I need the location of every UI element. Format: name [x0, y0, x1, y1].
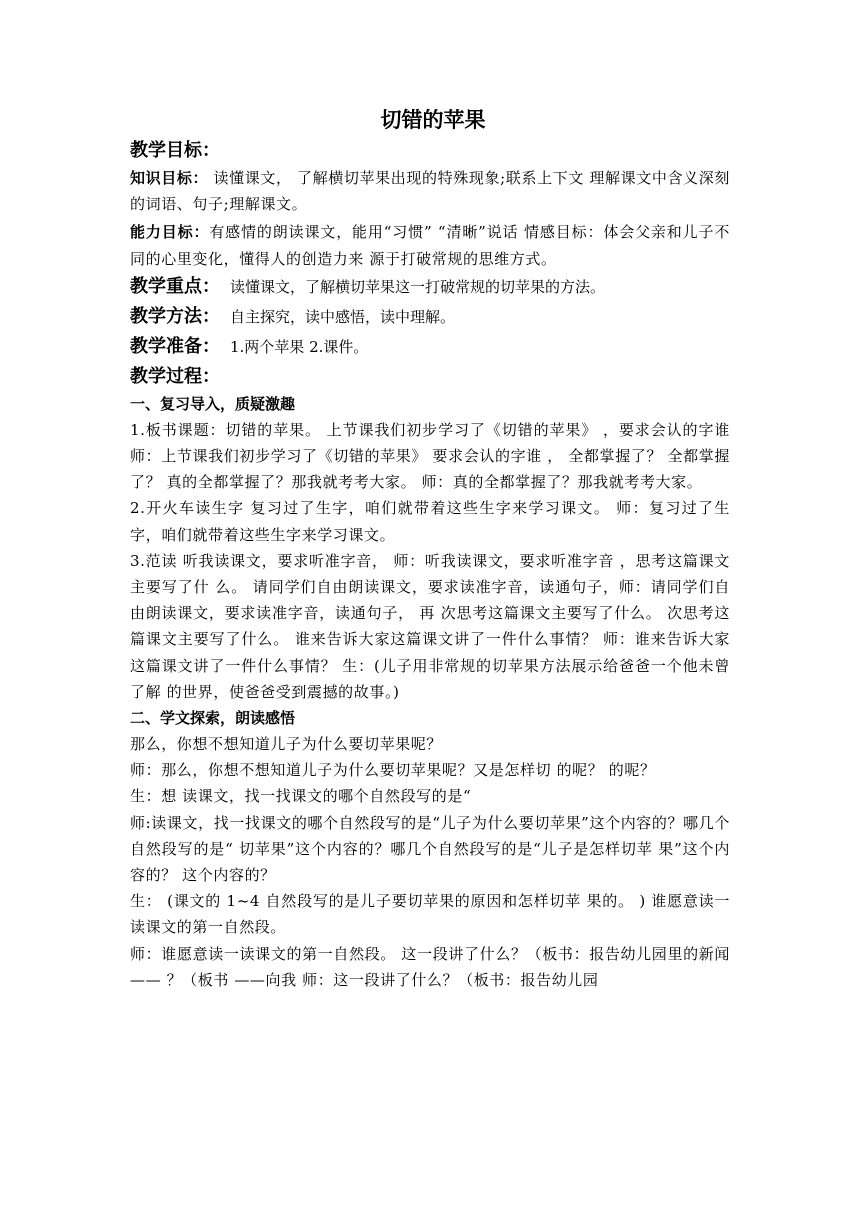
focus-label: 教学重点：: [130, 275, 220, 297]
method-row: [130, 302, 730, 332]
prep-text: 1.两个苹果 2.课件。: [230, 337, 369, 356]
section1-heading: 一、复习导入，质疑激趣: [130, 394, 296, 413]
knowledge-text: 读懂课文， 了解横切苹果出现的特殊现象;联系上下文 理解课文中含义深刻的词语、句子;理解课文。: [130, 169, 730, 214]
focus-row: [130, 272, 730, 302]
section2-heading: 二、学文探索，朗读感悟: [130, 709, 296, 728]
ability-text: 有感情的朗读课文，能用“习惯” “清晰”说话 情感目标：体会父亲和儿子不同的心里变化，懂得人的创造力来 源于打破常规的思维方式。: [130, 223, 730, 268]
section2-paragraph: 师:读课文，找一找课文的哪个自然段写的是“儿子为什么要切苹果”这个内容的？哪几个自然段写的是“ 切苹果”这个内容的？哪几个自然段写的是“儿子是怎样切苹 果”这个内容的？ 这个内容的？: [130, 813, 730, 885]
prep-row: [130, 332, 730, 362]
document-page: [130, 104, 730, 993]
ability-label: 能力目标：: [130, 223, 210, 242]
focus-text: 读懂课文，了解横切苹果这一打破常规的切苹果的方法。: [230, 277, 606, 296]
document-title: 切错的苹果: [380, 108, 486, 132]
section2-paragraph: 那么，你想不想知道儿子为什么要切苹果呢？: [130, 735, 443, 754]
section1-paragraph: 3.范读 听我读课文，要求听准字音， 师：听我读课文，要求听准字音 ，思考这篇课文主要写了什 么。 请同学们自由朗读课文，要求读准字音，读通句子，师：请同学们自由朗读课文，要求读准字音，读通句子， 再 次思考这篇课文主要写了什么。 次思考这篇课文主要写了什么。 谁来告诉大家这篇课文讲了一件什么事情？ 师：谁来告诉大家这篇课文讲了一件什么事情？ 生：(儿子用非常规的切苹果方法展示给爸爸一个他未曾了解 的世界，使爸爸受到震撼的故事。): [130, 551, 730, 701]
knowledge-objective: [130, 165, 730, 217]
section2-paragraph: 师：谁愿意读一读课文的第一自然段。 这一段讲了什么？（板书：报告幼儿园里的新闻—— ？（板书 ——向我 师：这一段讲了什么？（板书：报告幼儿园: [130, 944, 730, 989]
section2-paragraph: 师：那么，你想不想知道儿子为什么要切苹果呢？又是怎样切 的呢？ 的呢？: [130, 761, 656, 780]
section1-paragraph: 1.板书课题：切错的苹果。 上节课我们初步学习了《切错的苹果》 ，要求会认的字谁 师：上节课我们初步学习了《切错的苹果》 要求会认的字谁 ， 全都掌握了？ 全都掌握了？ 真的全都掌握了？那我就考考大家。 师：真的全都掌握了？那我就考考大家。: [130, 420, 730, 492]
objectives-heading: 教学目标：: [130, 140, 220, 161]
ability-objective: [130, 219, 730, 271]
section2-paragraph: 生： (课文的 1~4 自然段写的是儿子要切苹果的原因和怎样切苹 果的。 ) 谁愿意读一读课文的第一自然段。: [130, 892, 730, 937]
process-heading: 教学过程：: [130, 365, 220, 387]
method-text: 自主探究，读中感悟，读中理解。: [230, 307, 456, 326]
method-label: 教学方法：: [130, 305, 220, 327]
section2-paragraph: 生：想 读课文，找一找课文的哪个自然段写的是“: [130, 787, 472, 806]
knowledge-label: 知识目标：: [130, 169, 209, 187]
prep-label: 教学准备：: [130, 335, 220, 357]
section1-paragraph: 2.开火车读生字 复习过了生字，咱们就带着这些生字来学习课文。 师：复习过了生字，咱们就带着这些生字来学习课文。: [130, 499, 730, 544]
